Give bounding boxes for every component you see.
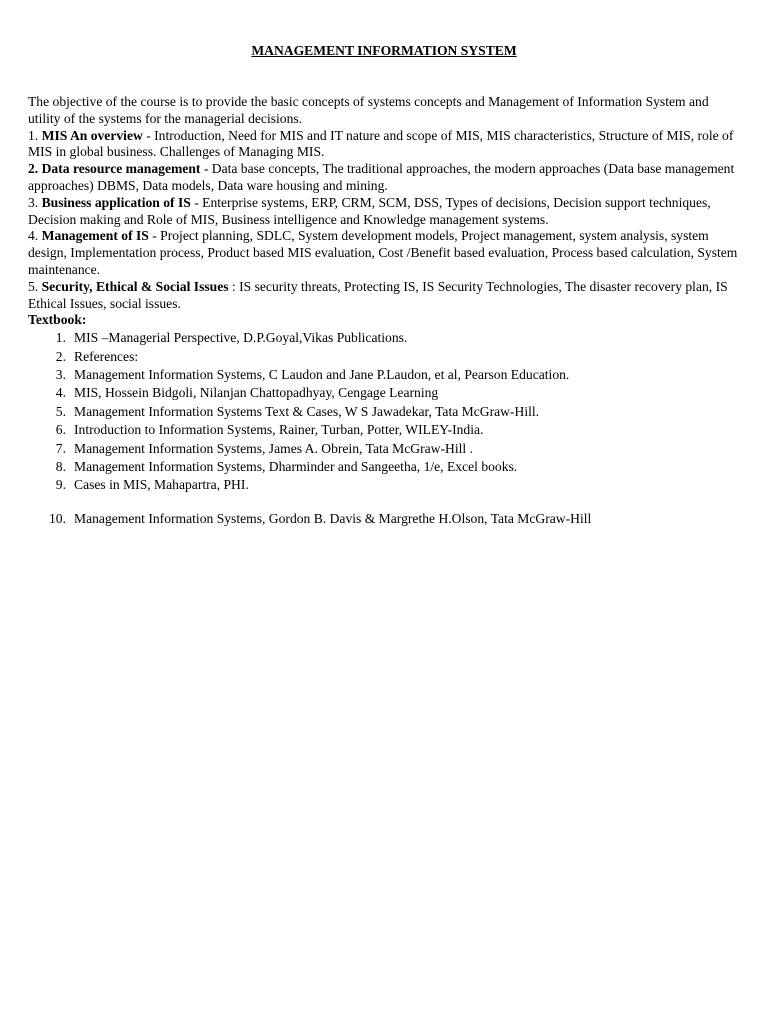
list-number: 8. <box>55 459 66 474</box>
unit-separator: - <box>142 127 155 143</box>
unit-heading: Security, Ethical & Social Issues <box>41 278 229 294</box>
list-text: Management Information Systems, Dharminder and Sangeetha, 1/e, Excel books. <box>74 459 518 474</box>
unit-number: 5. <box>28 278 39 294</box>
list-text: MIS, Hossein Bidgoli, Nilanjan Chattopadhyay, Cengage Learning <box>74 385 439 401</box>
list-text: Management Information Systems, Gordon B. Davis & Margrethe H.Olson, Tata McGraw-Hill <box>74 510 592 526</box>
list-text: Introduction to Information Systems, Rainer, Turban, Potter, WILEY-India. <box>74 422 484 438</box>
list-item <box>28 440 740 458</box>
list-number: 5. <box>55 403 66 419</box>
list-number: 1. <box>55 330 66 346</box>
list-number: 6. <box>55 422 66 438</box>
list-text: Management Information Systems Text & Cases, W S Jawadekar, Tata McGraw-Hill. <box>74 403 540 419</box>
unit-item <box>28 128 740 162</box>
list-number: 4. <box>55 385 66 401</box>
list-item <box>28 384 740 402</box>
list-item <box>28 458 740 476</box>
intro-paragraph: The objective of the course is to provide the basic concepts of systems concepts and Management of Information System and utility of the systems for the managerial decisions. <box>28 94 709 126</box>
reference-list <box>28 329 740 528</box>
unit-heading: Management of IS <box>41 228 149 244</box>
list-text: References: <box>74 348 139 364</box>
list-item <box>28 421 740 439</box>
unit-description: Enterprise systems, ERP, CRM, SCM, DSS, Types of decisions, Decision support techniques, Decision making and Role of MIS, Business intelligence and Knowledge management systems. <box>28 194 711 227</box>
list-item <box>28 403 740 421</box>
list-text: MIS –Managerial Perspective, D.P.Goyal,Vikas Publications. <box>74 330 408 346</box>
unit-description: IS security threats, Protecting IS, IS Security Technologies, The disaster recovery plan, IS Ethical Issues, social issues. <box>28 278 728 311</box>
list-number: 7. <box>55 440 66 456</box>
list-item <box>28 510 740 528</box>
list-item <box>28 476 740 494</box>
unit-separator: : <box>228 278 240 294</box>
list-number: 3. <box>55 366 66 382</box>
list-number: 9. <box>55 477 66 493</box>
unit-separator: - <box>190 194 203 210</box>
list-item <box>28 366 740 384</box>
unit-number: 1. <box>28 127 39 143</box>
list-number: 2. <box>55 348 66 364</box>
document-body <box>28 94 740 528</box>
unit-description: Introduction, Need for MIS and IT nature and scope of MIS, MIS characteristics, Structure of MIS, role of MIS in global business. Challenges of Managing MIS. <box>28 127 734 160</box>
textbook-heading: Textbook: <box>28 312 87 328</box>
unit-heading: Business application of IS <box>41 194 191 210</box>
list-item <box>28 348 740 366</box>
unit-item <box>28 228 740 278</box>
unit-heading: MIS An overview <box>41 127 143 143</box>
unit-number: 4. <box>28 228 39 244</box>
unit-separator: - <box>148 228 161 244</box>
unit-heading: Data resource management <box>41 161 201 177</box>
unit-number: 3. <box>28 194 39 210</box>
unit-item <box>28 279 740 313</box>
page-title: MANAGEMENT INFORMATION SYSTEM <box>251 43 517 58</box>
unit-item <box>28 195 740 229</box>
unit-number: 2. <box>28 161 39 177</box>
unit-description: Project planning, SDLC, System development models, Project management, system analysis, system design, Implementation process, Product based MIS evaluation, Cost /Benefit based evaluation, Process based calculation, System maintenance. <box>28 228 738 277</box>
list-item <box>28 329 740 347</box>
list-number: 10. <box>49 510 66 526</box>
unit-item <box>28 161 740 195</box>
list-text: Cases in MIS, Mahapartra, PHI. <box>74 477 249 493</box>
unit-description: Data base concepts, The traditional approaches, the modern approaches (Data base management approaches) DBMS, Data models, Data ware housing and mining. <box>28 161 735 193</box>
list-text: Management Information Systems, James A. Obrein, Tata McGraw-Hill . <box>74 440 473 456</box>
list-text: Management Information Systems, C Laudon and Jane P.Laudon, et al, Pearson Education. <box>74 366 570 382</box>
unit-separator: - <box>200 161 212 177</box>
